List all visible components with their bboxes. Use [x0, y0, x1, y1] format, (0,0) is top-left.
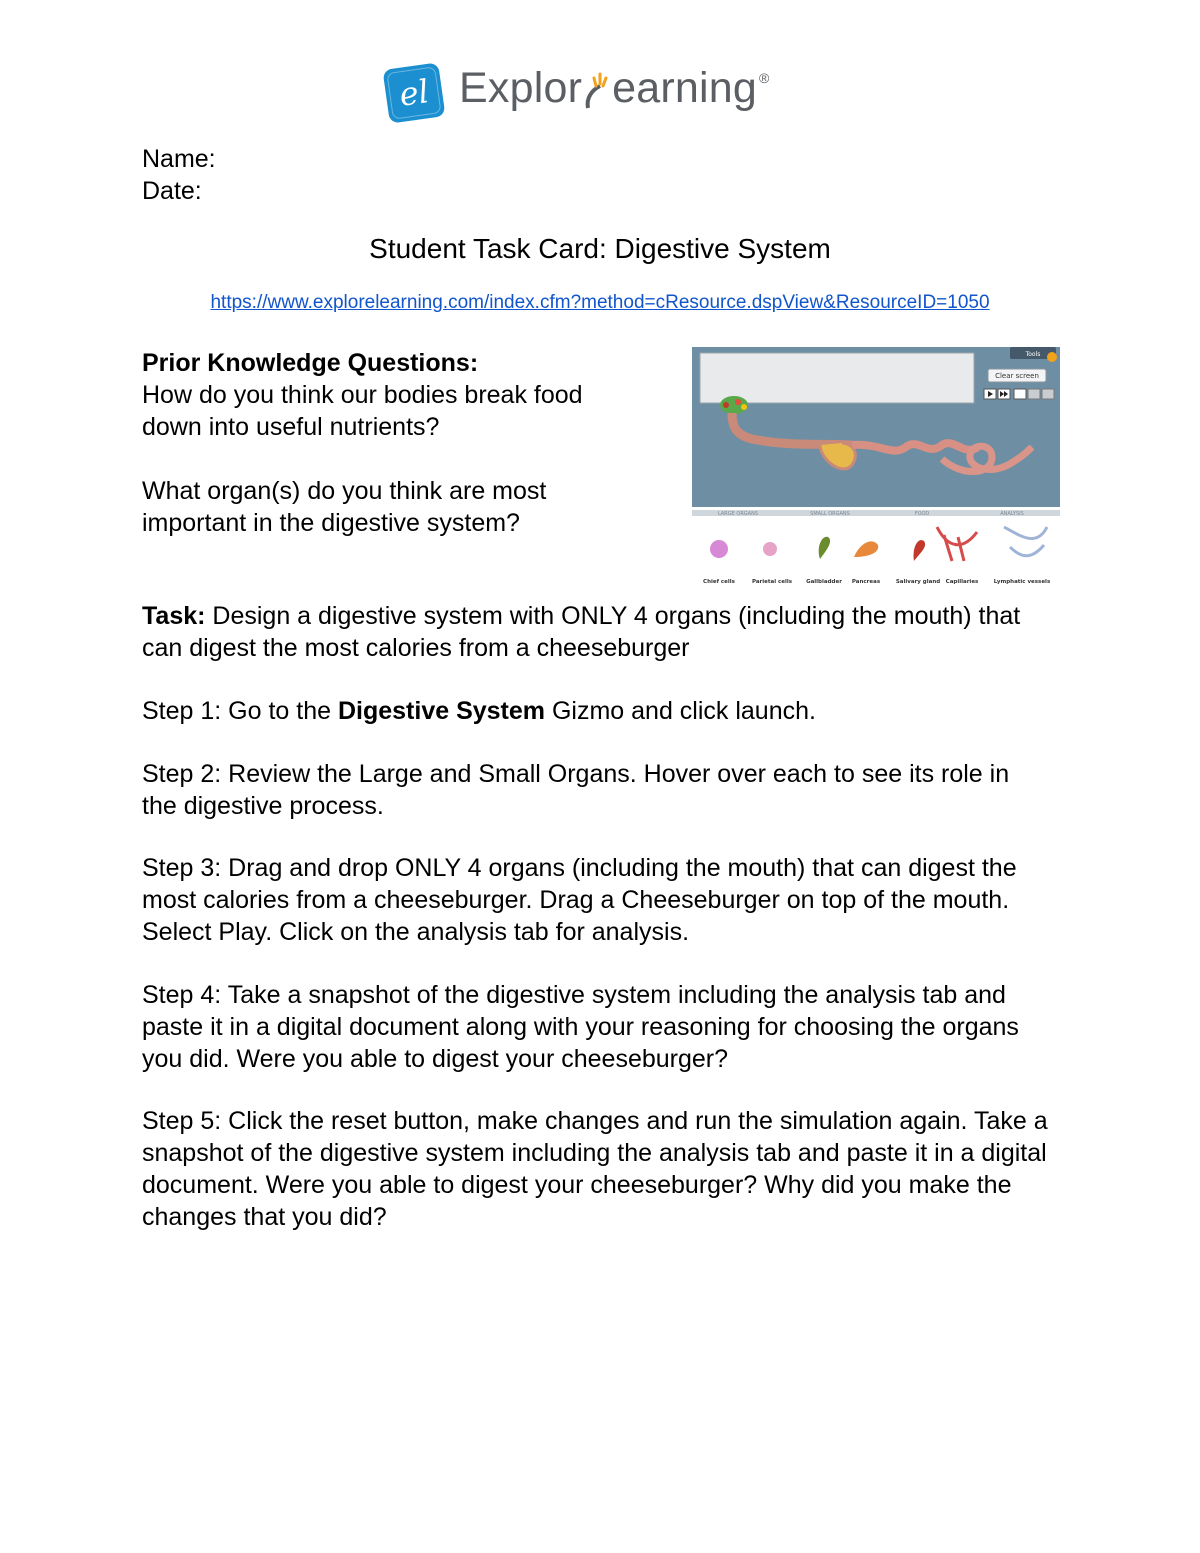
resource-link[interactable]: https://www.explorelearning.com/index.cfm?method=cResource.dspView&ResourceID=1050: [210, 292, 990, 313]
gizmo-playback-icons: [984, 389, 1054, 399]
prior-question-2: What organ(s) do you think are most important in the digestive system?: [142, 477, 547, 537]
step-3: Step 3: Drag and drop ONLY 4 organs (including the mouth) that can digest the most calories from a cheeseburger. Drag a Cheeseburger on top of the mouth. Select Play. Click on the analysis tab for analysis.: [142, 854, 1017, 946]
gizmo-tab-analysis: ANALYSIS: [1000, 511, 1024, 517]
step-1-bold: Digestive System: [337, 697, 546, 725]
task-paragraph: [142, 600, 1067, 664]
step-2: Step 2: Review the Large and Small Organs. Hover over each to see its role in the digestive process.: [142, 760, 1010, 820]
gizmo-clear-label: Clear screen: [995, 372, 1039, 380]
date-label: Date:: [142, 177, 202, 205]
prior-question-1: How do you think our bodies break food down into useful nutrients?: [142, 381, 583, 441]
gizmo-organ-label: Salivary gland: [895, 579, 941, 585]
gizmo-organ-label: Parietal cells: [751, 579, 793, 585]
step-1: Step 1: Go to the Digestive System Gizmo and click launch.: [142, 697, 816, 725]
step-4: Step 4: Take a snapshot of the digestive system including the analysis tab and paste it in a digital document along with your reasoning for choosing the organs you did. Were you able to digest your cheeseburger?: [142, 981, 1019, 1073]
name-label: Name:: [142, 145, 216, 173]
gizmo-organ-label: Lymphatic vessels: [993, 579, 1051, 585]
el-logo-icon: [380, 60, 448, 126]
logo-mark-text: el: [396, 72, 432, 114]
task-label: Task:: [142, 602, 206, 630]
gizmo-organ-label: Capillaries: [945, 579, 979, 585]
step-5: Step 5: Click the reset button, make changes and run the simulation again. Take a snapshot of the digestive system including the analysis tab and paste it in a digital document. Were you able to digest your cheeseburger? Why did you make the changes that you did?: [142, 1107, 1048, 1231]
prior-knowledge-heading: Prior Knowledge Questions:: [142, 349, 479, 377]
gizmo-tab-large-organs: LARGE ORGANS: [717, 511, 759, 517]
task-text: Design a digestive system with ONLY 4 organs (including the mouth) that can digest the most calories from a cheeseburger: [142, 602, 1021, 662]
gizmo-organ-label: Gallbladder: [806, 579, 842, 585]
gizmo-organ-label: Pancreas: [851, 579, 881, 585]
gizmo-organ-label: Chief cells: [703, 579, 735, 585]
gizmo-illustration: [692, 347, 1060, 589]
gizmo-tab-small-organs: SMALL ORGANS: [810, 511, 850, 517]
logo-wordmark: Explor earning ®: [459, 64, 770, 112]
gizmo-screenshot: [692, 347, 1060, 589]
gizmo-tools-icon: [1047, 352, 1057, 362]
prior-knowledge-section: [142, 347, 662, 539]
page-title: Student Task Card: Digestive System: [369, 233, 831, 264]
gizmo-tab-food: FOOD: [914, 511, 930, 517]
gizmo-tools-label: Tools: [1025, 351, 1041, 358]
